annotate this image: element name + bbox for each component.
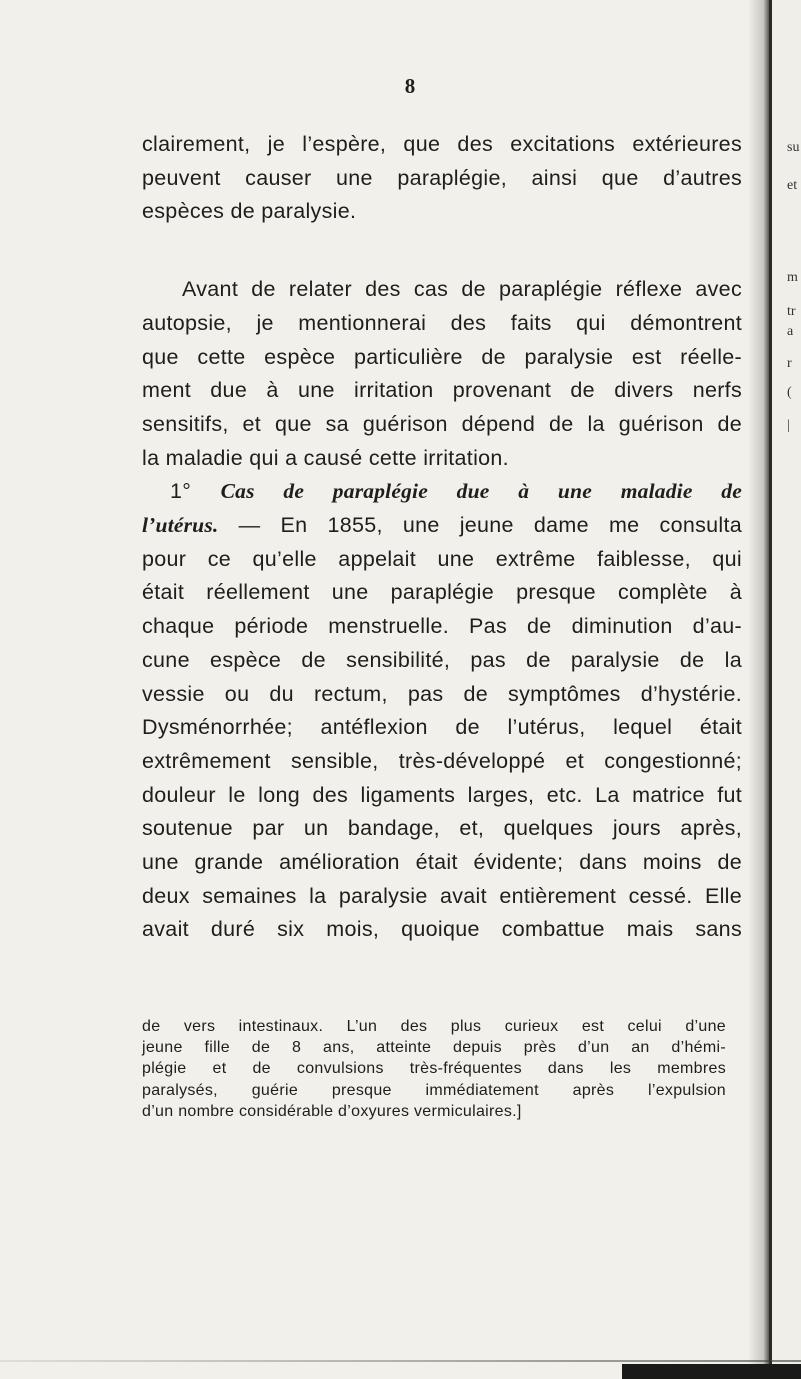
text-line: sensitifs, et que sa guérison dépend de la guérison de bbox=[142, 411, 742, 436]
text-line: une grande amélioration était évidente; dans moins de bbox=[142, 850, 742, 875]
text-line: douleur le long des ligaments larges, etc. La matrice fut bbox=[142, 782, 742, 807]
text-line: deux semaines la paralysie avait entièrement cessé. Elle bbox=[142, 883, 742, 908]
adjacent-page-fragment: et bbox=[787, 178, 798, 193]
text-line: clairement, je l’espère, que des excitations extérieures bbox=[142, 132, 742, 156]
text-line: la maladie qui a causé cette irritation. bbox=[142, 445, 509, 470]
text-line: espèces de paralysie. bbox=[142, 199, 357, 224]
footnote-line: plégie et de convulsions très-fréquentes dans les membres bbox=[142, 1060, 726, 1078]
text-line: Avant de relater des cas de paraplégie réflexe avec bbox=[182, 277, 742, 302]
text-line: était réellement une paraplégie presque complète à bbox=[142, 580, 742, 605]
text-line: extrêmement sensible, très-développé et congestionné; bbox=[142, 748, 742, 773]
text-line: autopsie, je mentionnerai des faits qui démontrent bbox=[142, 310, 742, 335]
case-number: 1° bbox=[170, 479, 221, 504]
adjacent-page-fragment: m bbox=[787, 270, 798, 285]
footnote-line: d’un nombre considérable d’oxyures vermiculaires.] bbox=[142, 1102, 522, 1120]
text-line: soutenue par un bandage, et, quelques jours après, bbox=[142, 816, 742, 841]
adjacent-page-fragment: r bbox=[787, 356, 792, 371]
footnote-block bbox=[142, 1016, 726, 1122]
case-text-start: — En 1855, une jeune dame me consulta bbox=[218, 513, 742, 538]
main-text-block bbox=[142, 128, 742, 947]
text-line: avait duré six mois, quoique combattue mais sans bbox=[142, 917, 742, 942]
case-title-end: l’utérus. bbox=[142, 513, 219, 538]
text-line: pour ce qu’elle appelait une extrême faiblesse, qui bbox=[142, 546, 742, 571]
adjacent-page-edge bbox=[772, 0, 801, 1379]
text-line: cune espèce de sensibilité, pas de paralysie de la bbox=[142, 647, 742, 672]
case-heading-line bbox=[142, 475, 742, 509]
case-title: Cas de paraplégie due à une maladie de bbox=[220, 479, 742, 504]
text-line: chaque période menstruelle. Pas de diminution d’au- bbox=[142, 614, 742, 639]
spine-shadow bbox=[748, 0, 770, 1379]
text-line: ment due à une irritation provenant de divers nerfs bbox=[142, 378, 742, 403]
text-line: Dysménorrhée; antéflexion de l’utérus, lequel était bbox=[142, 715, 742, 740]
adjacent-page-fragment: su bbox=[787, 140, 800, 155]
text-line: que cette espèce particulière de paralysie est réelle- bbox=[142, 344, 742, 369]
page-number: 8 bbox=[404, 74, 416, 98]
text-line: vessie ou du rectum, pas de symptômes d’hystérie. bbox=[142, 681, 742, 706]
paragraph-gap bbox=[142, 229, 742, 273]
footnote-line: jeune fille de 8 ans, atteinte depuis près d’un an d’hémi- bbox=[142, 1039, 726, 1057]
footnote-line: de vers intestinaux. L’un des plus curieux est celui d’une bbox=[142, 1018, 726, 1035]
footnote-line: paralysés, guérie presque immédiatement après l’expulsion bbox=[142, 1081, 726, 1099]
text-line: peuvent causer une paraplégie, ainsi que d’autres bbox=[142, 165, 742, 190]
case-heading-line-2 bbox=[142, 509, 742, 543]
scan-dark-corner bbox=[622, 1364, 801, 1379]
adjacent-page-fragment: | bbox=[787, 418, 790, 433]
page-bottom-edge bbox=[0, 1360, 801, 1362]
adjacent-page-fragment: ( bbox=[787, 385, 792, 400]
adjacent-page-fragment: tr bbox=[787, 304, 796, 319]
adjacent-page-fragment: a bbox=[787, 324, 794, 339]
